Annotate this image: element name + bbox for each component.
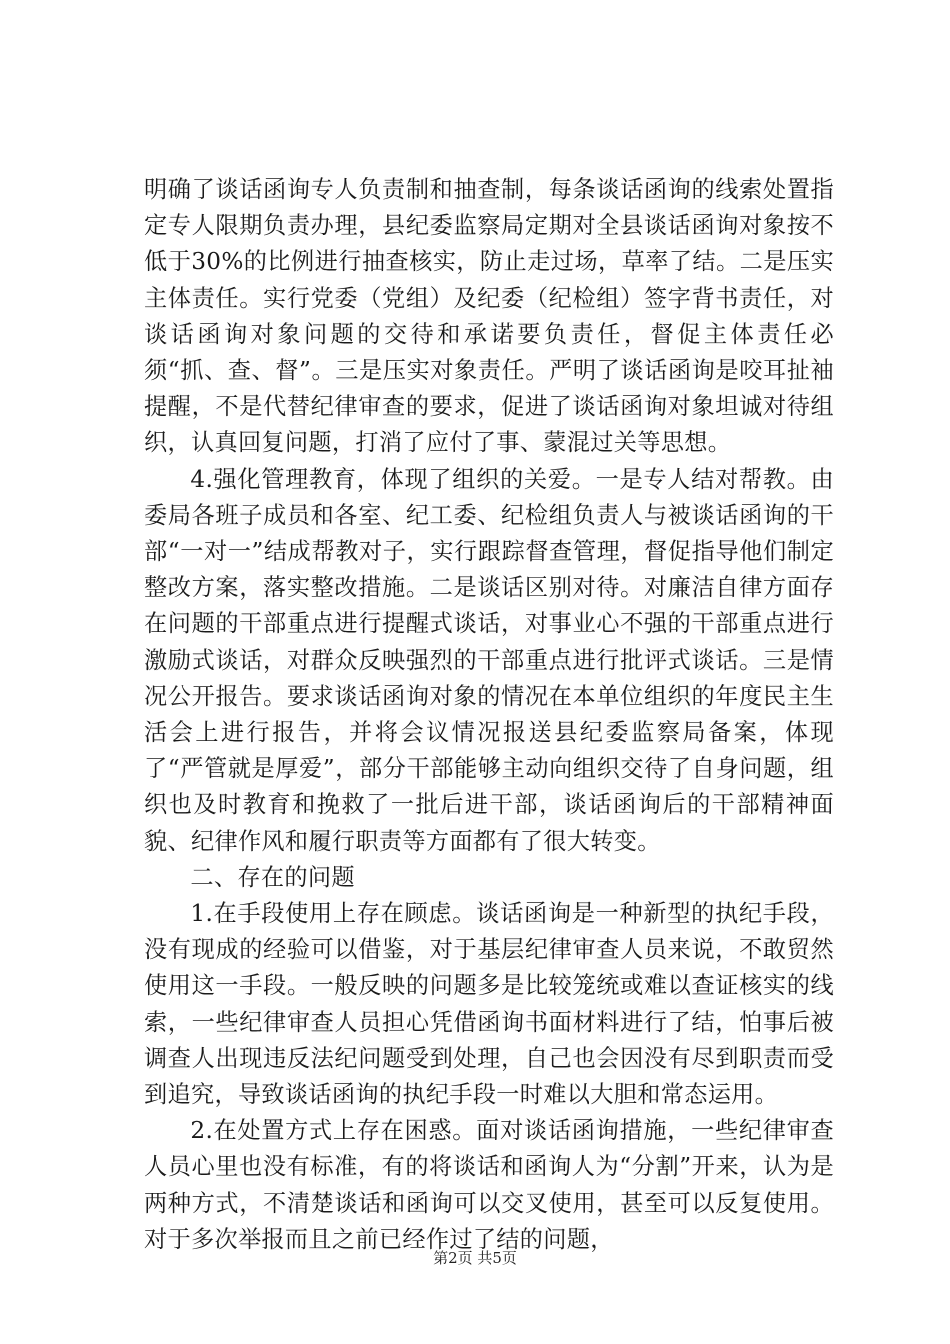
paragraph-2: 4.强化管理教育，体现了组织的关爱。一是专人结对帮教。由委局各班子成员和各室、纪工委、纪检组负责人与被谈话函询的干部“一对一”结成帮教对子，实行跟踪督查管理，督促指导他们制定整改方案，落实整改措施。二是谈话区别对待。对廉洁自律方面存在问题的干部重点进行提醒式谈话，对事业心不强的干部重点进行激励式谈话，对群众反映强烈的干部重点进行批评式谈话。三是情况公开报告。要求谈话函询对象的情况在本单位组织的年度民主生活会上进行报告，并将会议情况报送县纪委监察局备案，体现了“严管就是厚爱”，部分干部能够主动向组织交待了自身问题，组织也及时教育和挽救了一批后进干部，谈话函询后的干部精神面貌、纪律作风和履行职责等方面都有了很大转变。	[144, 465, 834, 855]
page-number-footer: 第2页 共5页	[433, 1249, 517, 1267]
paragraph-4: 2.在处置方式上存在困惑。面对谈话函询措施，一些纪律审查人员心里也没有标准，有的将谈话和函询人为“分割”开来，认为是两种方式，不清楚谈话和函询可以交叉使用，甚至可以反复使用。对于多次举报而且之前已经作过了结的问题，	[144, 1117, 834, 1253]
paragraph-1: 明确了谈话函询专人负责制和抽查制，每条谈话函询的线索处置指定专人限期负责办理，县纪委监察局定期对全县谈话函询对象按不低于30%的比例进行抽查核实，防止走过场，草率了结。二是压实主体责任。实行党委（党组）及纪委（纪检组）签字背书责任，对谈话函询对象问题的交待和承诺要负责任，督促主体责任必须“抓、查、督”。三是压实对象责任。严明了谈话函询是咬耳扯袖提醒，不是代替纪律审查的要求，促进了谈话函询对象坦诚对待组织，认真回复问题，打消了应付了事、蒙混过关等思想。	[144, 176, 834, 457]
paragraph-3: 1.在手段使用上存在顾虑。谈话函询是一种新型的执纪手段，没有现成的经验可以借鉴，对于基层纪律审查人员来说，不敢贸然使用这一手段。一般反映的问题多是比较笼统或难以查证核实的线索，一些纪律审查人员担心凭借函询书面材料进行了结，怕事后被调查人出现违反法纪问题受到处理，自己也会因没有尽到职责而受到追究，导致谈话函询的执纪手段一时难以大胆和常态运用。	[144, 900, 834, 1109]
document-body	[144, 172, 834, 1258]
section-heading: 二、存在的问题	[190, 863, 355, 891]
